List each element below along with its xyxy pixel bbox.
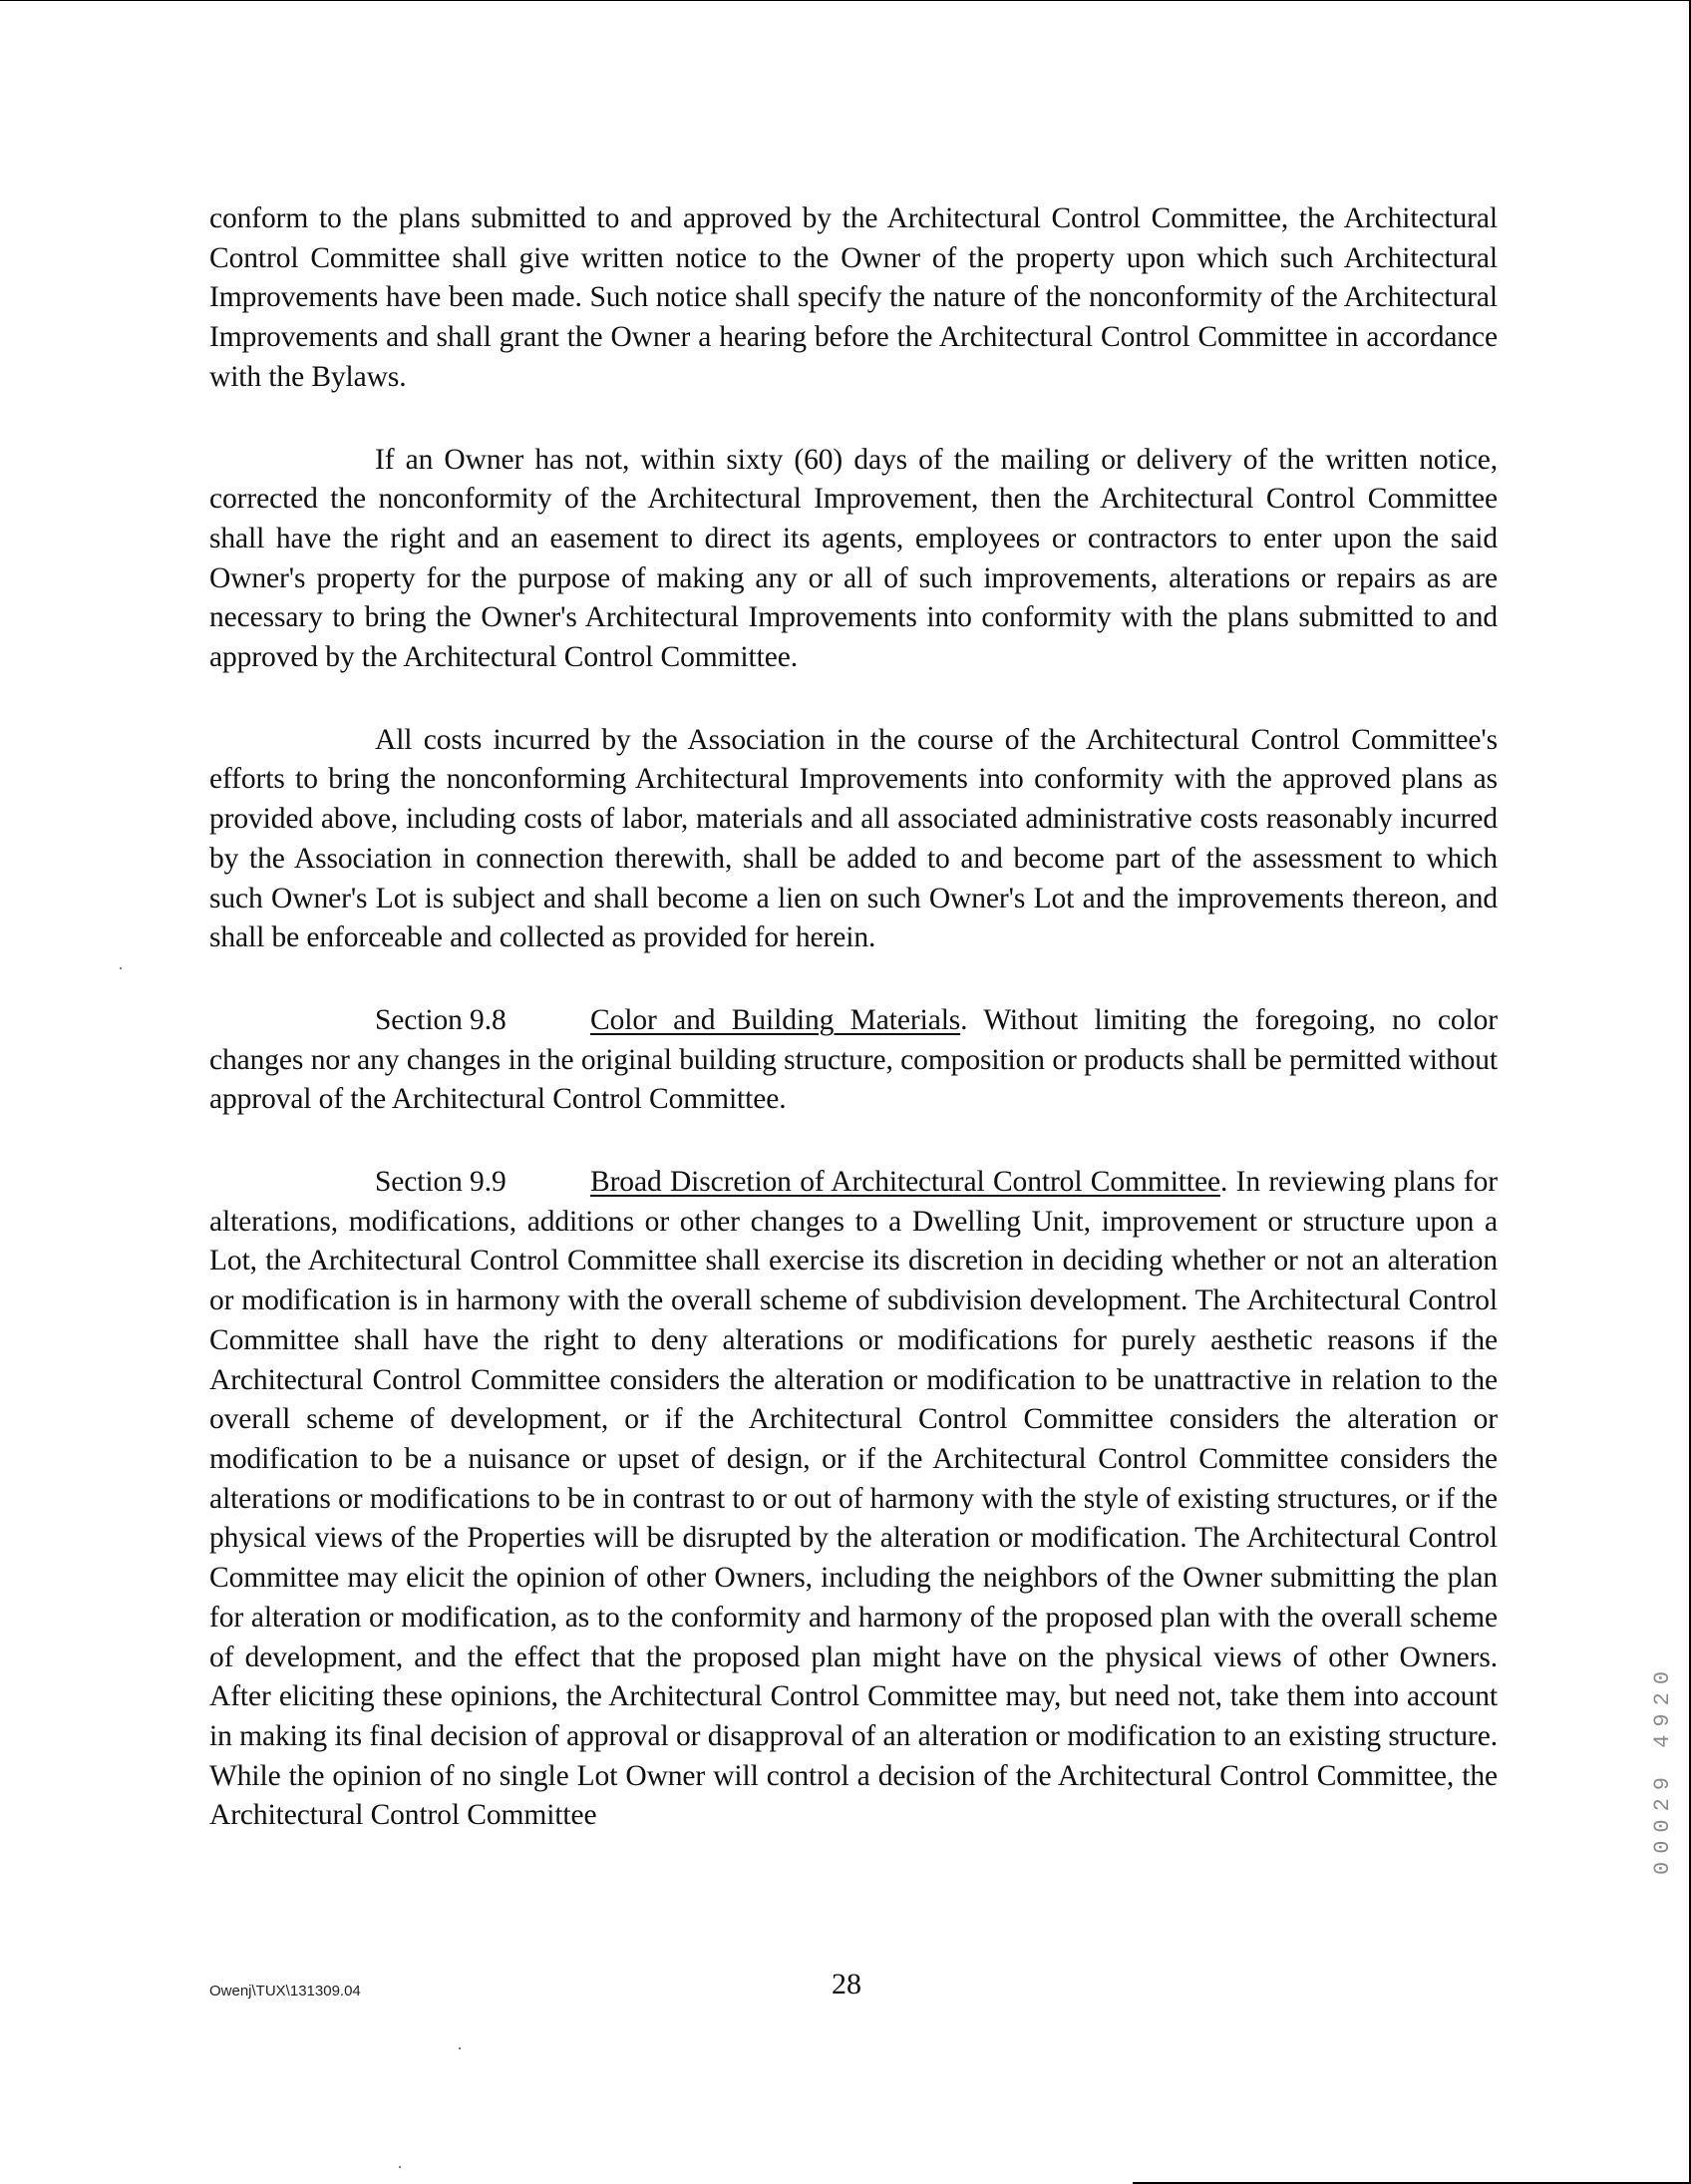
section-9-9-title: Broad Discretion of Architectural Control Committee <box>590 1166 1220 1199</box>
section-9-8-title: Color and Building Materials <box>590 1003 961 1036</box>
section-9-8-number: Section 9.8 <box>375 1003 507 1036</box>
section-9-8 <box>209 1001 1498 1120</box>
section-9-9-number: Section 9.9 <box>375 1166 507 1199</box>
page-number: 28 <box>832 1968 861 2001</box>
document-body <box>209 199 1498 1879</box>
side-stamp-text: 00029 4920 <box>1650 1662 1675 1875</box>
section-9-8-text: . Without limiting the foregoing, no color changes nor any changes in the original building structure, composition or products shall be permitted without approval of the Architectural Control Committee. <box>209 1003 1498 1116</box>
section-9-9 <box>209 1163 1498 1836</box>
scan-border-top <box>0 0 1691 1</box>
section-9-9-text: . In reviewing plans for alterations, modifications, additions or other changes to a Dwelling Unit, improvement or structure upon a Lot, the Architectural Control Committee shall exercise its discretion in deciding whether or not an alteration or modification is in harmony with the overall scheme of subdivision development. The Architectural Control Committee shall have the right to deny alterations or modifications for purely aesthetic reasons if the Architectural Control Committee considers the alteration or modification to be unattractive in relation to the overall scheme of development, or if the Architectural Control Committee considers the alteration or modification to be a nuisance or upset of design, or if the Architectural Control Committee considers the alterations or modifications to be in contrast to or out of harmony with the style of existing structures, or if the physical views of the Properties will be disrupted by the alteration or modification. The Architectural Control Committee may elicit the opinion of other Owners, including the neighbors of the Owner submitting the plan for alteration or modification, as to the conformity and harmony of the proposed plan with the overall scheme of development, and the effect that the proposed plan might have on the physical views of other Owners. After eliciting these opinions, the Architectural Control Committee may, but need not, take them into account in making its final decision of approval or disapproval of an alteration or modification to an existing structure. While the opinion of no single Lot Owner will control a decision of the Architectural Control Committee, the Architectural Control Committee <box>209 1166 1498 1832</box>
paragraph-continuation: conform to the plans submitted to and approved by the Architectural Control Committee, the Architectural Control Committee shall give written notice to the Owner of the property upon which such Architectural Improvements have been made. Such notice shall specify the nature of the nonconformity of the Architectural Improvements and shall grant the Owner a hearing before the Architectural Control Committee in accordance with the Bylaws. <box>209 202 1498 393</box>
scan-speck <box>120 967 122 969</box>
paragraph-nonconformity-correction: If an Owner has not, within sixty (60) days of the mailing or delivery of the written notice, corrected the nonconformity of the Architectural Improvement, then the Architectural Control Committee shall have the right and an easement to direct its agents, employees or contractors to enter upon the said Owner's property for the purpose of making any or all of such improvements, alterations or repairs as are necessary to bring the Owner's Architectural Improvements into conformity with the plans submitted to and approved by the Architectural Control Committee. <box>209 443 1498 674</box>
file-reference: Owenj\TUX\131309.04 <box>209 1983 361 2000</box>
scan-speck <box>399 2166 401 2168</box>
scan-speck <box>459 2047 461 2049</box>
side-stamp <box>1650 1576 1675 1875</box>
paragraph-costs: All costs incurred by the Association in the course of the Architectural Control Committee's efforts to bring the nonconforming Architectural Improvements into conformity with the approved plans as provided above, including costs of labor, materials and all associated administrative costs reasonably incurred by the Association in connection therewith, shall be added to and become part of the assessment to which such Owner's Lot is subject and shall become a lien on such Owner's Lot and the improvements thereon, and shall be enforceable and collected as provided for herein. <box>209 723 1498 954</box>
